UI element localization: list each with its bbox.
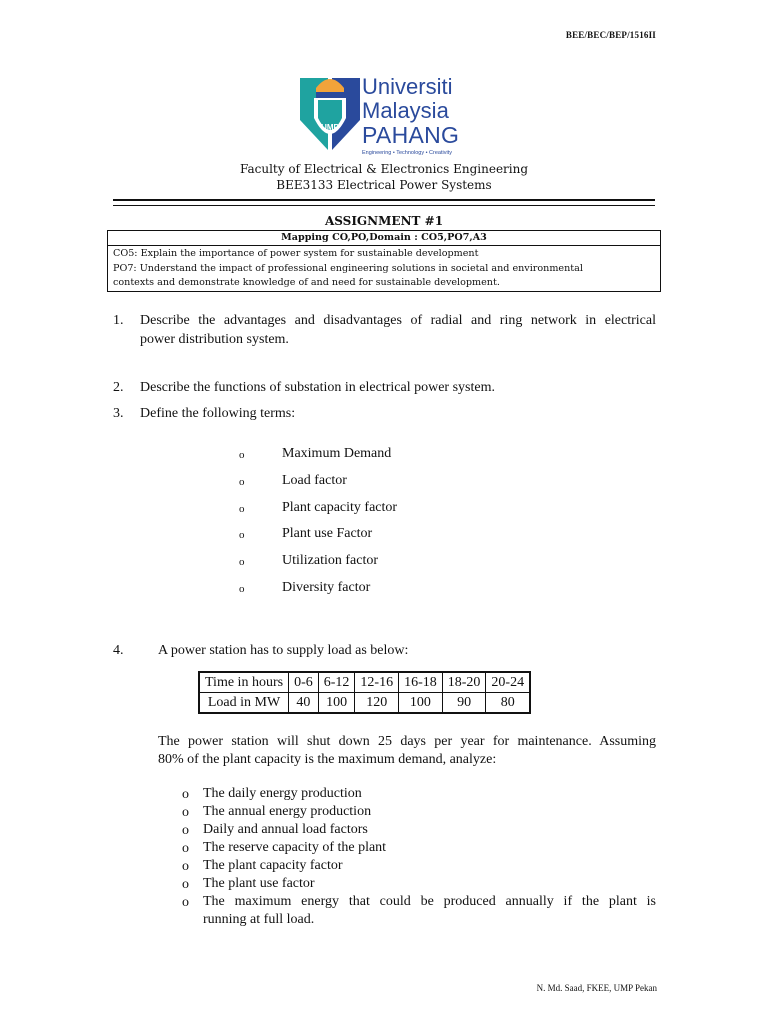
faculty-title: Faculty of Electrical & Electronics Engineering bbox=[239, 162, 529, 176]
item-bullet: o bbox=[182, 859, 189, 874]
table-cell: 100 bbox=[318, 693, 355, 714]
table-cell: 120 bbox=[355, 693, 399, 714]
table-row-label: Time in hours bbox=[199, 672, 289, 693]
question-1-number: 1. bbox=[113, 313, 124, 328]
term-bullet: o bbox=[239, 529, 245, 541]
analysis-item: Daily and annual load factors bbox=[203, 822, 368, 837]
analysis-item: The daily energy production bbox=[203, 786, 362, 801]
university-name-line3: PAHANG bbox=[362, 122, 460, 148]
table-cell: 16-18 bbox=[399, 672, 443, 693]
term-bullet: o bbox=[239, 556, 245, 568]
table-cell: 40 bbox=[289, 693, 319, 714]
analysis-item-last-line1: The maximum energy that could be produced annually if the plant is bbox=[203, 894, 656, 909]
analysis-item: The plant use factor bbox=[203, 876, 315, 891]
university-name-line2: Malaysia bbox=[362, 98, 449, 123]
question-4-paragraph-line1: The power station will shut down 25 days per year for maintenance. Assuming bbox=[158, 734, 656, 749]
table-cell: 18-20 bbox=[442, 672, 486, 693]
term-bullet: o bbox=[239, 476, 245, 488]
table-row bbox=[199, 672, 530, 693]
question-3-text: Define the following terms: bbox=[140, 406, 296, 421]
university-tagline: Engineering • Technology • Creativity bbox=[362, 150, 452, 156]
header-rule-thick bbox=[113, 199, 655, 201]
question-2-number: 2. bbox=[113, 380, 124, 395]
assignment-title: ASSIGNMENT #1 bbox=[324, 214, 444, 228]
analysis-item: The reserve capacity of the plant bbox=[203, 840, 387, 855]
question-4-text: A power station has to supply load as below: bbox=[158, 643, 409, 658]
table-cell: 100 bbox=[399, 693, 443, 714]
item-bullet: o bbox=[182, 841, 189, 856]
question-2-text: Describe the functions of substation in electrical power system. bbox=[140, 380, 495, 395]
item-bullet: o bbox=[182, 877, 189, 892]
question-1-line2: power distribution system. bbox=[140, 332, 289, 347]
table-cell: 20-24 bbox=[486, 672, 530, 693]
question-4-number: 4. bbox=[113, 643, 124, 658]
load-table bbox=[198, 671, 531, 714]
analysis-item: The annual energy production bbox=[203, 804, 372, 819]
item-bullet: o bbox=[182, 895, 189, 910]
table-cell: 90 bbox=[442, 693, 486, 714]
term-bullet: o bbox=[239, 449, 245, 461]
term-item: Plant use Factor bbox=[282, 526, 373, 541]
po7-statement-line1: PO7: Understand the impact of professional engineering solutions in societal and environmental bbox=[113, 263, 583, 274]
footer-author: N. Md. Saad, FKEE, UMP Pekan bbox=[536, 983, 657, 993]
item-bullet: o bbox=[182, 805, 189, 820]
question-3-number: 3. bbox=[113, 406, 124, 421]
co5-statement: CO5: Explain the importance of power system for sustainable development bbox=[113, 248, 479, 259]
mapping-heading: Mapping CO,PO,Domain : CO5,PO7,A3 bbox=[108, 231, 660, 246]
analysis-item-last-line2: running at full load. bbox=[203, 912, 315, 927]
table-cell: 80 bbox=[486, 693, 530, 714]
table-row bbox=[199, 693, 530, 714]
question-1-line1: Describe the advantages and disadvantages of radial and ring network in electrical bbox=[140, 313, 656, 328]
term-item: Diversity factor bbox=[282, 580, 371, 595]
table-row-label: Load in MW bbox=[199, 693, 289, 714]
mapping-box bbox=[107, 230, 661, 292]
term-item: Load factor bbox=[282, 473, 347, 488]
term-bullet: o bbox=[239, 583, 245, 595]
question-4-paragraph-line2: 80% of the plant capacity is the maximum demand, analyze: bbox=[158, 752, 497, 767]
item-bullet: o bbox=[182, 787, 189, 802]
term-bullet: o bbox=[239, 503, 245, 515]
table-cell: 6-12 bbox=[318, 672, 355, 693]
header-rule-thin bbox=[113, 205, 655, 206]
term-item: Plant capacity factor bbox=[282, 500, 398, 515]
table-cell: 0-6 bbox=[289, 672, 319, 693]
analysis-item: The plant capacity factor bbox=[203, 858, 343, 873]
ump-shield-icon bbox=[298, 70, 362, 162]
document-code: BEE/BEC/BEP/1516II bbox=[565, 30, 656, 40]
term-item: Maximum Demand bbox=[282, 446, 392, 461]
term-item: Utilization factor bbox=[282, 553, 379, 568]
logo-badge-text: UMP bbox=[321, 123, 339, 132]
table-cell: 12-16 bbox=[355, 672, 399, 693]
university-name-line1: Universiti bbox=[362, 74, 453, 99]
university-name bbox=[362, 75, 459, 157]
po7-statement-line2: contexts and demonstrate knowledge of and need for sustainable development. bbox=[113, 277, 500, 288]
item-bullet: o bbox=[182, 823, 189, 838]
course-title: BEE3133 Electrical Power Systems bbox=[276, 178, 492, 192]
